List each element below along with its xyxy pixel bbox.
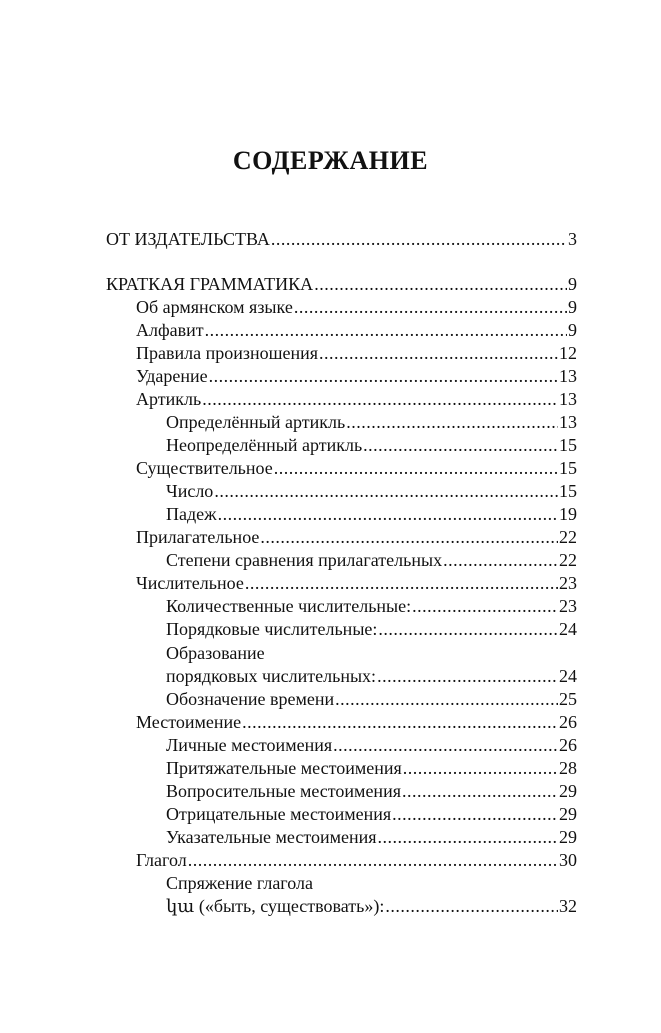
toc-entry-page: 13: [559, 366, 577, 386]
toc-entry-label: Глагол: [136, 850, 187, 870]
dot-leader: [335, 688, 558, 710]
toc-entry: [166, 480, 577, 502]
toc-entry-page: 9: [568, 297, 577, 317]
toc-entry-page: 3: [568, 229, 577, 249]
toc-entry-label: Падеж: [166, 504, 217, 524]
toc-entry-page: 22: [559, 550, 577, 570]
toc-entry: [166, 780, 577, 802]
toc-entry: [136, 342, 577, 364]
toc-entry-label: Определённый артикль: [166, 412, 346, 432]
dot-leader: [202, 388, 558, 410]
dot-leader: [245, 572, 558, 594]
toc-entry: [166, 595, 577, 617]
toc-entry-page: 9: [568, 274, 577, 294]
toc-entry-page: 29: [559, 804, 577, 824]
toc-entry-label: Обозначение времени: [166, 689, 335, 709]
dot-leader: [271, 228, 567, 250]
toc-entry: [166, 665, 577, 687]
page-title: СОДЕРЖАНИЕ: [232, 146, 429, 175]
dot-leader: [209, 365, 558, 387]
toc-entry: [166, 757, 577, 779]
toc-entry-page: 30: [559, 850, 577, 870]
dot-leader: [294, 296, 567, 318]
dot-leader: [242, 711, 558, 733]
toc-entry-label: Спряжение глагола: [166, 873, 313, 893]
toc-entry-label: կա («быть, существовать»):: [166, 896, 385, 916]
toc-entry: [136, 711, 577, 733]
toc-entry: [166, 803, 577, 825]
dot-leader: [346, 411, 558, 433]
toc-entry-label: Отрицательные местоимения: [166, 804, 392, 824]
toc-entry-label: Порядковые числительные:: [166, 619, 378, 639]
toc-entry-label: ОТ ИЗДАТЕЛЬСТВА: [106, 229, 270, 249]
toc-entry: [166, 688, 577, 710]
dot-leader: [377, 665, 558, 687]
dot-leader: [402, 780, 558, 802]
toc-entry-label: Неопределённый артикль: [166, 435, 363, 455]
toc-entry-label: Притяжательные местоимения: [166, 758, 402, 778]
toc-entry-page: 24: [559, 666, 577, 686]
dot-leader: [218, 503, 558, 525]
dot-leader: [412, 595, 558, 617]
toc-entry: [136, 388, 577, 410]
dot-leader: [378, 826, 558, 848]
toc-entry-page: 25: [559, 689, 577, 709]
toc-entry: [166, 503, 577, 525]
toc-entry-page: 15: [559, 435, 577, 455]
toc-entry-label: КРАТКАЯ ГРАММАТИКА: [106, 274, 314, 294]
toc-entry: [166, 826, 577, 848]
toc-entry-label: Число: [166, 481, 214, 501]
toc-entry-page: 15: [559, 458, 577, 478]
toc-entry-label: Числительное: [136, 573, 244, 593]
dot-leader: [378, 618, 558, 640]
toc-entry-label: Местоимение: [136, 712, 242, 732]
toc-entry: [166, 895, 577, 917]
toc-entry: [136, 319, 577, 341]
toc-entry: [136, 572, 577, 594]
toc-entry-label: Вопросительные местоимения: [166, 781, 401, 801]
toc-entry-label: Количественные числительные:: [166, 596, 412, 616]
dot-leader: [205, 319, 567, 341]
toc-entry-label: Прилагательное: [136, 527, 260, 547]
toc-entry: [136, 849, 577, 871]
toc-entry-page: 23: [559, 596, 577, 616]
toc-entry-page: 13: [559, 389, 577, 409]
toc-entry-label: Правила произношения: [136, 343, 318, 363]
toc-entry: [136, 457, 577, 479]
dot-leader: [443, 549, 558, 571]
toc-entry-page: 23: [559, 573, 577, 593]
toc-entry-page: 22: [559, 527, 577, 547]
toc-entry-label: Степени сравнения прилагательных: [166, 550, 443, 570]
toc-entry: [106, 228, 577, 250]
toc-entry: [166, 642, 577, 664]
dot-leader: [392, 803, 558, 825]
toc-entry-page: 19: [559, 504, 577, 524]
toc-entry: [166, 734, 577, 756]
dot-leader: [333, 734, 558, 756]
toc-entry-page: 32: [559, 896, 577, 916]
dot-leader: [314, 273, 567, 295]
dot-leader: [363, 434, 558, 456]
dot-leader: [403, 757, 558, 779]
toc-entry-page: 13: [559, 412, 577, 432]
toc-entry: [166, 434, 577, 456]
toc-entry-page: 29: [559, 827, 577, 847]
toc-entry-page: 24: [559, 619, 577, 639]
toc-entry: [166, 872, 577, 894]
toc-entry-label: порядковых числительных:: [166, 666, 377, 686]
toc-entry: [166, 549, 577, 571]
toc-entry-page: 9: [568, 320, 577, 340]
dot-leader: [319, 342, 558, 364]
dot-leader: [260, 526, 558, 548]
toc-entry: [136, 365, 577, 387]
toc-entry: [166, 618, 577, 640]
toc-entry-label: Указательные местоимения: [166, 827, 377, 847]
toc-entry: [136, 296, 577, 318]
toc-entry-label: Образование: [166, 643, 265, 663]
toc-entry-page: 26: [559, 712, 577, 732]
toc-entry-label: Личные местоимения: [166, 735, 333, 755]
toc-entry-page: 12: [559, 343, 577, 363]
dot-leader: [214, 480, 558, 502]
dot-leader: [385, 895, 558, 917]
toc-entry-page: 26: [559, 735, 577, 755]
toc-entry-page: 28: [559, 758, 577, 778]
dot-leader: [188, 849, 558, 871]
toc-entry: [106, 273, 577, 295]
toc-entry: [166, 411, 577, 433]
dot-leader: [274, 457, 558, 479]
toc-entry-label: Артикль: [136, 389, 202, 409]
toc-entry-label: Алфавит: [136, 320, 204, 340]
toc-entry-label: Существительное: [136, 458, 273, 478]
toc-entry-page: 29: [559, 781, 577, 801]
toc-entry-label: Ударение: [136, 366, 208, 386]
toc-entry-label: Об армянском языке: [136, 297, 293, 317]
toc-entry-page: 15: [559, 481, 577, 501]
toc-entry: [136, 526, 577, 548]
